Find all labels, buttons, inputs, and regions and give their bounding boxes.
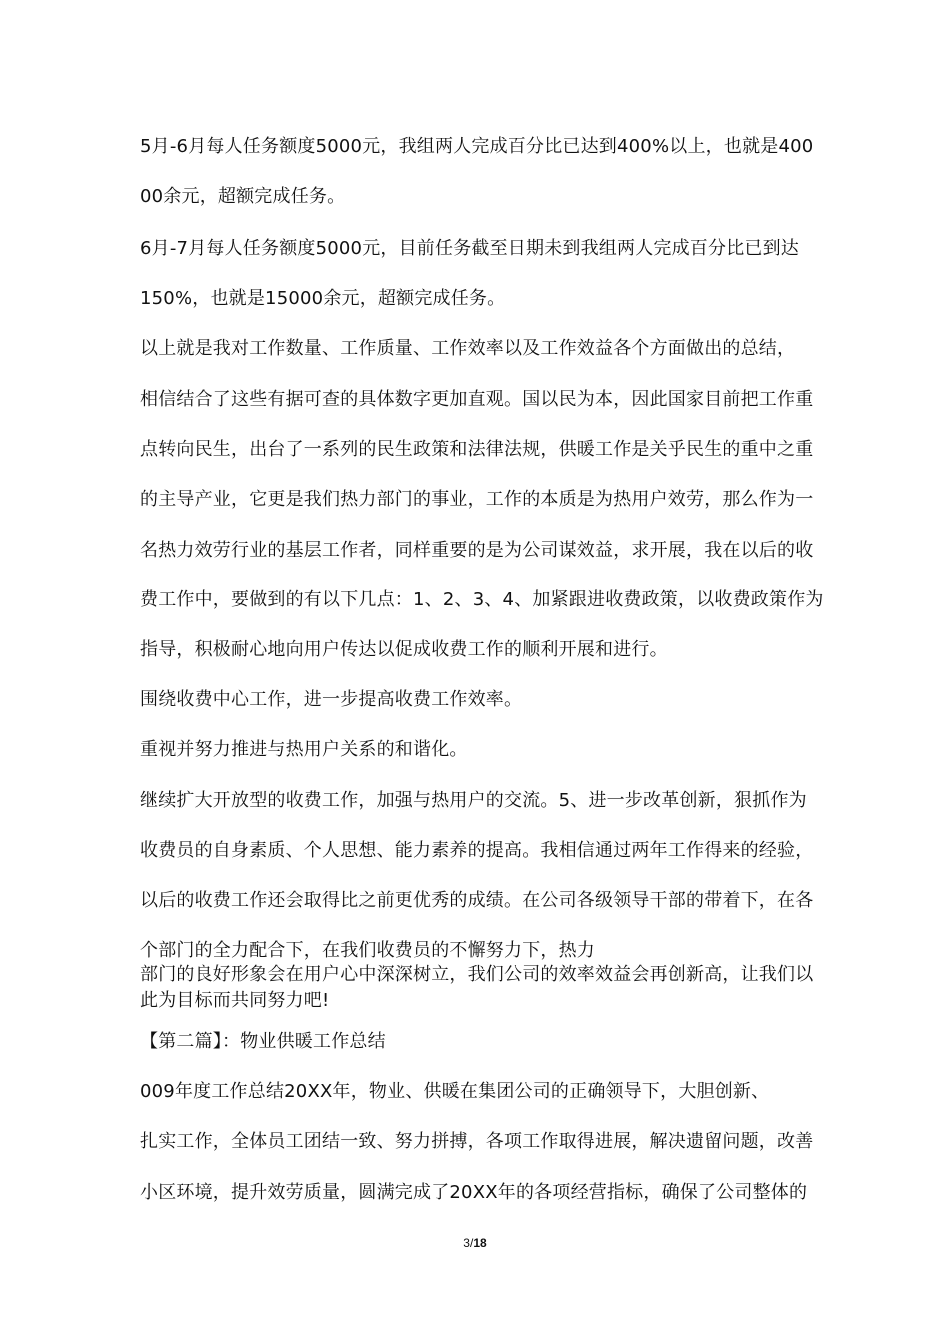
body-line: 以后的收费工作还会取得比之前更优秀的成绩。在公司各级领导干部的带着下，在各 xyxy=(140,890,814,911)
body-line: 部门的良好形象会在用户心中深深树立，我们公司的效率效益会再创新高，让我们以 xyxy=(140,964,814,985)
body-line: 以上就是我对工作数量、工作质量、工作效率以及工作效益各个方面做出的总结， xyxy=(140,338,796,359)
body-line: 009年度工作总结20XX年，物业、供暖在集团公司的正确领导下，大胆创新、 xyxy=(140,1081,770,1102)
body-line: 点转向民生，出台了一系列的民生政策和法律法规，供暖工作是关乎民生的重中之重 xyxy=(140,439,814,460)
page-number: 3/18 xyxy=(463,1236,487,1250)
body-line: 名热力效劳行业的基层工作者，同样重要的是为公司谋效益，求开展，我在以后的收 xyxy=(140,540,814,561)
body-line: 相信结合了这些有据可查的具体数字更加直观。国以民为本，因此国家目前把工作重 xyxy=(140,389,814,410)
body-line: 重视并努力推进与热用户关系的和谐化。 xyxy=(140,739,468,760)
body-line: 的主导产业，它更是我们热力部门的事业，工作的本质是为热用户效劳，那么作为一 xyxy=(140,489,814,510)
body-line: 费工作中，要做到的有以下几点：1、2、3、4、加紧跟进收费政策，以收费政策作为 xyxy=(140,589,824,610)
body-line: 此为目标而共同努力吧! xyxy=(140,990,330,1011)
body-line: 5月-6月每人任务额度5000元，我组两人完成百分比已达到400%以上，也就是400 xyxy=(140,136,814,157)
body-line: 个部门的全力配合下，在我们收费员的不懈努力下，热力 xyxy=(140,940,595,961)
body-line: 收费员的自身素质、个人思想、能力素养的提高。我相信通过两年工作得来的经验， xyxy=(140,840,814,861)
section-heading: 【第二篇】：物业供暖工作总结 xyxy=(140,1031,386,1052)
body-line: 小区环境，提升效劳质量，圆满完成了20XX年的各项经营指标，确保了公司整体的 xyxy=(140,1182,808,1203)
body-line: 00余元，超额完成任务。 xyxy=(140,186,346,207)
body-line: 150%，也就是15000余元，超额完成任务。 xyxy=(140,288,506,309)
body-line: 扎实工作，全体员工团结一致、努力拼搏，各项工作取得进展，解决遗留问题，改善 xyxy=(140,1131,814,1152)
page-number-total: 18 xyxy=(473,1236,487,1250)
body-line: 继续扩大开放型的收费工作，加强与热用户的交流。5、进一步改革创新，狠抓作为 xyxy=(140,790,807,811)
body-line: 6月-7月每人任务额度5000元，目前任务截至日期未到我组两人完成百分比已到达 xyxy=(140,238,800,259)
page-number-current: 3 xyxy=(463,1236,470,1250)
body-line: 围绕收费中心工作，进一步提高收费工作效率。 xyxy=(140,689,523,710)
body-line: 指导，积极耐心地向用户传达以促成收费工作的顺利开展和进行。 xyxy=(140,639,668,660)
